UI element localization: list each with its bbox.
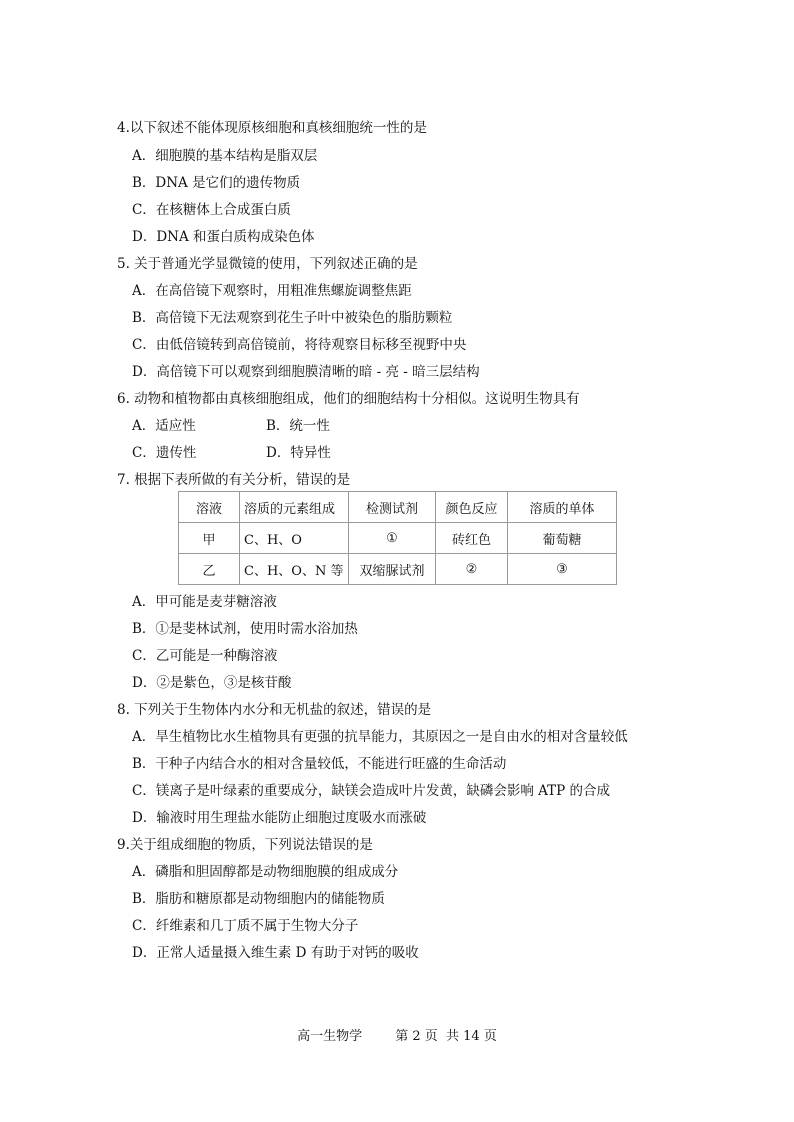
footer-page-number: 第 2 页 [395,1029,438,1044]
question-6-option-c: C．遗传性 [132,445,197,461]
question-9-option-c: C．纤维素和几丁质不属于生物大分子 [132,918,359,934]
question-8-option-d: D．输液时用生理盐水能防止细胞过度吸水而涨破 [132,810,427,826]
question-6-stem: 6. 动物和植物都由真核细胞组成，他们的细胞结构十分相似。这说明生物具有 [117,391,580,407]
question-8-stem: 8. 下列关于生物体内水分和无机盐的叙述，错误的是 [117,702,432,718]
question-8-option-c: C．镁离子是叶绿素的重要成分，缺镁会造成叶片发黄，缺磷会影响 ATP 的合成 [132,783,611,799]
table-cell: ② [436,554,508,585]
table-cell: ① [349,523,436,554]
table-cell: ③ [508,554,617,585]
table-header-row [179,492,617,523]
table-cell: 乙 [179,554,240,585]
question-6-option-a: A．适应性 [132,418,196,434]
table-cell: C、H、O [240,523,349,554]
question-4-option-d: D．DNA 和蛋白质构成染色体 [132,229,315,245]
question-4-option-a: A．细胞膜的基本结构是脂双层 [132,148,318,164]
table-header-cell: 检测试剂 [349,492,436,523]
question-7-option-b: B．①是斐林试剂，使用时需水浴加热 [132,621,358,637]
question-9-option-a: A．磷脂和胆固醇都是动物细胞膜的组成成分 [132,864,399,880]
question-7-option-a: A．甲可能是麦芽糖溶液 [132,594,277,610]
reagent-table [178,491,617,585]
question-5-option-b: B．高倍镜下无法观察到花生子叶中被染色的脂肪颗粒 [132,310,453,326]
question-7-option-c: C．乙可能是一种酶溶液 [132,648,278,664]
question-4-option-b: B．DNA 是它们的遗传物质 [132,175,301,191]
table-row [179,523,617,554]
table-header-cell: 溶质的单体 [508,492,617,523]
question-5-option-a: A．在高倍镜下观察时，用粗准焦螺旋调整焦距 [132,283,412,299]
table-header-cell: 颜色反应 [436,492,508,523]
question-5-option-c: C．由低倍镜转到高倍镜前，将待观察目标移至视野中央 [132,337,467,353]
question-4-stem: 4.以下叙述不能体现原核细胞和真核细胞统一性的是 [117,120,427,136]
question-8-option-b: B．干种子内结合水的相对含量较低，不能进行旺盛的生命活动 [132,756,507,772]
table-cell: 葡萄糖 [508,523,617,554]
question-6-option-d: D．特异性 [266,445,331,461]
question-7-stem: 7. 根据下表所做的有关分析，错误的是 [117,472,351,488]
question-9-option-b: B．脂肪和糖原都是动物细胞内的储能物质 [132,891,385,907]
table-header-cell: 溶质的元素组成 [240,492,349,523]
question-9-stem: 9.关于组成细胞的物质，下列说法错误的是 [117,837,373,853]
question-4-option-c: C．在核糖体上合成蛋白质 [132,202,291,218]
footer-total-pages: 共 14 页 [446,1029,497,1044]
table-row [179,554,617,585]
table-cell: 双缩脲试剂 [349,554,436,585]
question-5-option-d: D．高倍镜下可以观察到细胞膜清晰的暗 - 亮 - 暗三层结构 [132,364,480,380]
question-9-option-d: D．正常人适量摄入维生素 D 有助于对钙的吸收 [132,945,419,961]
table-header-cell: 溶液 [179,492,240,523]
question-7-option-d: D．②是紫色，③是核苷酸 [132,675,292,691]
table-cell: C、H、O、N 等 [240,554,349,585]
question-8-option-a: A．旱生植物比水生植物具有更强的抗旱能力，其原因之一是自由水的相对含量较低 [132,729,628,745]
question-6-option-b: B．统一性 [266,418,330,434]
page-footer [0,1025,794,1044]
table-cell: 甲 [179,523,240,554]
question-5-stem: 5. 关于普通光学显微镜的使用，下列叙述正确的是 [117,256,418,272]
footer-subject: 高一生物学 [297,1029,363,1044]
table-cell: 砖红色 [436,523,508,554]
